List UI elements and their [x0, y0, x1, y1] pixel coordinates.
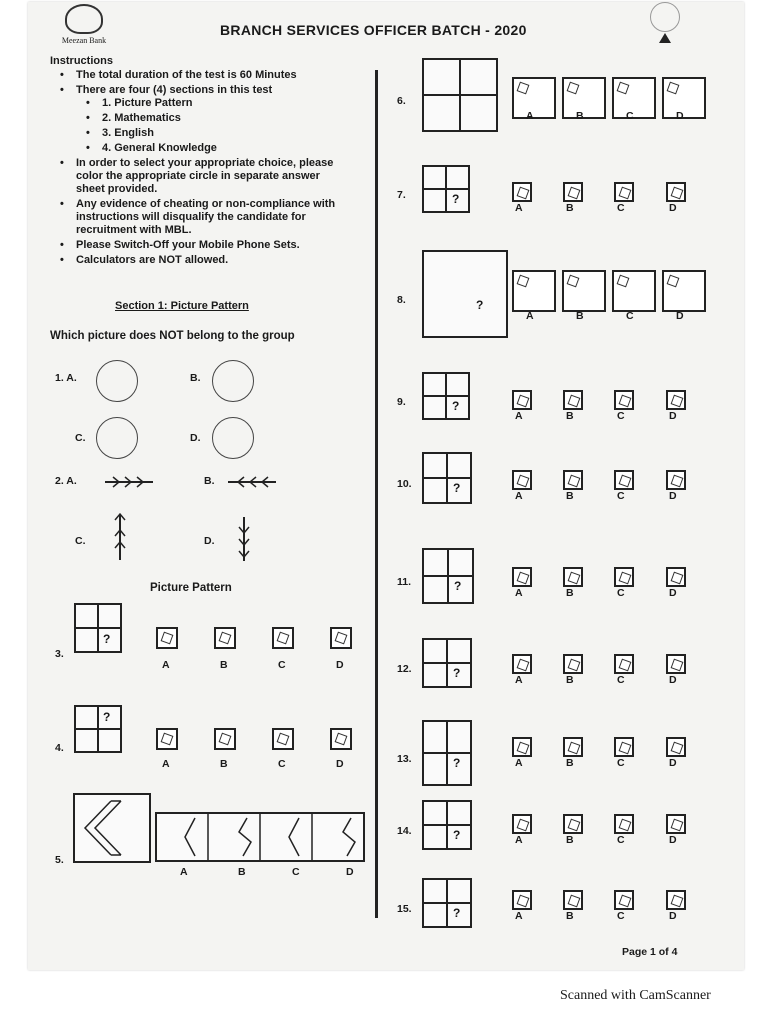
instruction-item: • The total duration of the test is 60 Minutes	[50, 69, 350, 82]
q4-option-a[interactable]	[156, 728, 178, 750]
q3-label: 3.	[55, 648, 64, 660]
q9-option-c[interactable]	[614, 390, 634, 410]
opt-b: B	[220, 758, 228, 770]
page-title: BRANCH SERVICES OFFICER BATCH - 2020	[220, 22, 527, 38]
opt-d: D	[346, 866, 354, 878]
option-glyph-icon	[619, 659, 632, 672]
bank-logo	[48, 4, 120, 45]
opt-b: B	[566, 490, 574, 502]
q15-figure	[422, 878, 472, 928]
q4-figure	[74, 705, 122, 753]
q6-label: 6.	[397, 95, 406, 107]
opt-d: D	[669, 910, 677, 922]
option-glyph-icon	[568, 187, 581, 200]
q7-option-d[interactable]	[666, 182, 686, 202]
opt-d: D	[676, 310, 684, 322]
option-glyph-icon	[568, 475, 581, 488]
section-title: Section 1: Picture Pattern	[115, 300, 249, 312]
q10-figure	[422, 452, 472, 504]
option-glyph-icon	[671, 187, 684, 200]
q9-label: 9.	[397, 396, 406, 408]
q2-arrow-d	[236, 515, 252, 563]
q4-option-c[interactable]	[272, 728, 294, 750]
option-glyph-icon	[671, 895, 684, 908]
instructions-heading: Instructions	[50, 55, 113, 67]
opt-a: A	[515, 202, 523, 214]
option-glyph-icon	[568, 819, 581, 832]
option-glyph-icon	[667, 82, 680, 95]
instruction-item	[50, 84, 350, 155]
q12-label: 12.	[397, 663, 412, 675]
q5-figure	[73, 793, 151, 863]
question-mark: ?	[103, 710, 111, 724]
q15-option-b[interactable]	[563, 890, 583, 910]
q11-option-c[interactable]	[614, 567, 634, 587]
opt-b: B	[566, 674, 574, 686]
opt-d: D	[336, 659, 344, 671]
opt-a: A	[180, 866, 188, 878]
opt-c: C	[617, 674, 625, 686]
question-mark: ?	[453, 481, 461, 495]
question-mark: ?	[454, 579, 462, 593]
option-glyph-icon	[671, 742, 684, 755]
question-mark: ?	[453, 666, 461, 680]
subheading: Picture Pattern	[150, 582, 232, 594]
option-glyph-icon	[517, 395, 530, 408]
option-glyph-icon	[617, 82, 630, 95]
q14-label: 14.	[397, 825, 412, 837]
option-glyph-icon	[619, 395, 632, 408]
opt-a: A	[515, 834, 523, 846]
opt-c: C	[617, 834, 625, 846]
opt-b: B	[220, 659, 228, 671]
q13-option-b[interactable]	[563, 737, 583, 757]
option-glyph-icon	[667, 275, 680, 288]
opt-a: A	[526, 110, 534, 122]
opt-c: C	[617, 910, 625, 922]
question-mark: ?	[453, 906, 461, 920]
option-glyph-icon	[517, 572, 530, 585]
q9-option-a[interactable]	[512, 390, 532, 410]
opt-a: A	[515, 910, 523, 922]
opt-d: D	[669, 410, 677, 422]
question-prompt: Which picture does NOT belong to the group	[50, 330, 295, 342]
option-glyph-icon	[619, 895, 632, 908]
opt-c: C	[278, 659, 286, 671]
q12-figure	[422, 638, 472, 688]
opt-a: A	[526, 310, 534, 322]
question-mark: ?	[476, 298, 484, 312]
question-mark: ?	[452, 192, 460, 206]
question-mark: ?	[103, 632, 111, 646]
opt-c: C	[617, 587, 625, 599]
q4-option-b[interactable]	[214, 728, 236, 750]
opt-a: A	[162, 659, 170, 671]
q8-option-d[interactable]	[662, 270, 706, 312]
instruction-item: • Calculators are NOT allowed.	[50, 254, 350, 267]
q11-option-a[interactable]	[512, 567, 532, 587]
opt-d: D	[669, 674, 677, 686]
q13-label: 13.	[397, 753, 412, 765]
opt-a: A.	[66, 475, 77, 487]
opt-a: A	[515, 587, 523, 599]
seal-icon	[650, 2, 680, 32]
q5-options-strip[interactable]	[155, 812, 365, 862]
q1-figure-a	[96, 360, 138, 402]
opt-a: A	[515, 410, 523, 422]
opt-d: D	[676, 110, 684, 122]
q9-option-d[interactable]	[666, 390, 686, 410]
q7-label: 7.	[397, 189, 406, 201]
q2-arrow-b	[228, 476, 278, 488]
q11-option-b[interactable]	[563, 567, 583, 587]
q10-option-c[interactable]	[614, 470, 634, 490]
q8-label: 8.	[397, 294, 406, 306]
q2-arrow-a	[105, 476, 155, 488]
q8-figure	[422, 250, 508, 338]
q1-figure-d	[212, 417, 254, 459]
option-glyph-icon	[671, 819, 684, 832]
opt-d: D	[669, 202, 677, 214]
logo-emblem	[65, 4, 103, 34]
q7-option-c[interactable]	[614, 182, 634, 202]
option-glyph-icon	[568, 659, 581, 672]
q1-label	[55, 372, 77, 384]
opt-c: C	[278, 758, 286, 770]
opt-c: C.	[75, 535, 86, 547]
q8-option-c[interactable]	[612, 270, 656, 312]
option-glyph-icon	[517, 82, 530, 95]
q5-label: 5.	[55, 854, 64, 866]
instruction-item: • Please Switch-Off your Mobile Phone Sets.	[50, 239, 350, 252]
q13-figure	[422, 720, 472, 786]
q6-option-c[interactable]	[612, 77, 656, 119]
option-glyph-icon	[568, 895, 581, 908]
opt-a: A	[515, 490, 523, 502]
sections-list	[76, 97, 350, 155]
q12-option-d[interactable]	[666, 654, 686, 674]
question-mark: ?	[453, 756, 461, 770]
opt-c: C	[617, 757, 625, 769]
q14-option-a[interactable]	[512, 814, 532, 834]
column-divider	[375, 70, 378, 918]
q15-option-a[interactable]	[512, 890, 532, 910]
option-glyph-icon	[568, 742, 581, 755]
instruction-item: • In order to select your appropriate choice, please color the appropriate circle in separate answer sheet provided.	[50, 157, 350, 196]
opt-b: B	[566, 587, 574, 599]
option-glyph-icon	[619, 819, 632, 832]
opt-b: B.	[204, 475, 215, 487]
q-num: 2.	[55, 475, 64, 487]
question-mark: ?	[453, 828, 461, 842]
option-glyph-icon	[671, 572, 684, 585]
q13-option-a[interactable]	[512, 737, 532, 757]
opt-a: A	[162, 758, 170, 770]
option-glyph-icon	[617, 275, 630, 288]
q6-option-d[interactable]	[662, 77, 706, 119]
q10-option-b[interactable]	[563, 470, 583, 490]
q12-option-b[interactable]	[563, 654, 583, 674]
q12-option-c[interactable]	[614, 654, 634, 674]
option-glyph-icon	[517, 187, 530, 200]
q6-option-a[interactable]	[512, 77, 556, 119]
q6-figure	[422, 58, 498, 132]
q7-option-a[interactable]	[512, 182, 532, 202]
opt-b: B	[566, 910, 574, 922]
opt-b: B	[576, 310, 584, 322]
q14-figure	[422, 800, 472, 850]
option-glyph-icon	[671, 395, 684, 408]
opt-c: C	[617, 202, 625, 214]
option-glyph-icon	[567, 275, 580, 288]
opt-a: A.	[66, 372, 77, 384]
q3-option-b[interactable]	[214, 627, 236, 649]
q13-option-c[interactable]	[614, 737, 634, 757]
q3-option-a[interactable]	[156, 627, 178, 649]
q11-label: 11.	[397, 576, 412, 588]
section-item: • 3. English	[76, 127, 350, 140]
logo-text: Meezan Bank	[61, 36, 107, 45]
q11-option-d[interactable]	[666, 567, 686, 587]
option-glyph-icon	[517, 742, 530, 755]
opt-b: B.	[190, 372, 201, 384]
option-glyph-icon	[517, 819, 530, 832]
option-glyph-icon	[671, 475, 684, 488]
opt-b: B	[576, 110, 584, 122]
option-glyph-icon	[671, 659, 684, 672]
opt-c: C	[617, 410, 625, 422]
option-glyph-icon	[619, 572, 632, 585]
q14-option-b[interactable]	[563, 814, 583, 834]
q14-option-c[interactable]	[614, 814, 634, 834]
q4-option-d[interactable]	[330, 728, 352, 750]
opt-d: D	[336, 758, 344, 770]
opt-d: D	[669, 834, 677, 846]
q10-option-d[interactable]	[666, 470, 686, 490]
opt-d: D.	[204, 535, 215, 547]
q2-label	[55, 475, 77, 487]
opt-c: C	[617, 490, 625, 502]
opt-b: B	[566, 757, 574, 769]
q7-option-b[interactable]	[563, 182, 583, 202]
q3-option-d[interactable]	[330, 627, 352, 649]
opt-c: C	[626, 310, 634, 322]
option-glyph-icon	[619, 742, 632, 755]
opt-d: D	[669, 757, 677, 769]
instruction-text: There are four (4) sections in this test	[76, 84, 273, 96]
opt-b: B	[566, 410, 574, 422]
triangle-icon	[659, 33, 671, 43]
q2-arrow-c	[112, 512, 128, 562]
opt-d: D	[669, 490, 677, 502]
q1-figure-b	[212, 360, 254, 402]
section-item: • 1. Picture Pattern	[76, 97, 350, 110]
opt-a: A	[515, 757, 523, 769]
scanner-watermark: Scanned with CamScanner	[560, 988, 711, 1003]
q6-option-b[interactable]	[562, 77, 606, 119]
option-glyph-icon	[568, 572, 581, 585]
q15-option-d[interactable]	[666, 890, 686, 910]
option-glyph-icon	[517, 475, 530, 488]
q4-label: 4.	[55, 742, 64, 754]
q15-label: 15.	[397, 903, 412, 915]
q13-option-d[interactable]	[666, 737, 686, 757]
q14-option-d[interactable]	[666, 814, 686, 834]
option-glyph-icon	[517, 275, 530, 288]
section-item: • 4. General Knowledge	[76, 142, 350, 155]
opt-b: B	[566, 834, 574, 846]
opt-d: D.	[190, 432, 201, 444]
q9-option-b[interactable]	[563, 390, 583, 410]
q7-figure	[422, 165, 470, 213]
q12-option-a[interactable]	[512, 654, 532, 674]
page-number: Page 1 of 4	[622, 946, 678, 958]
q8-option-b[interactable]	[562, 270, 606, 312]
q3-option-c[interactable]	[272, 627, 294, 649]
q9-figure	[422, 372, 470, 420]
q1-figure-c	[96, 417, 138, 459]
opt-b: B	[238, 866, 246, 878]
q10-option-a[interactable]	[512, 470, 532, 490]
instructions-block	[50, 55, 350, 269]
q8-option-a[interactable]	[512, 270, 556, 312]
option-glyph-icon	[568, 395, 581, 408]
q3-figure	[74, 603, 122, 653]
opt-c: C	[626, 110, 634, 122]
option-glyph-icon	[517, 659, 530, 672]
q11-figure	[422, 548, 474, 604]
q-num: 1.	[55, 372, 64, 384]
instruction-item: • Any evidence of cheating or non-compliance with instructions will disqualify the candidate for recruitment with MBL.	[50, 198, 350, 237]
section-item: • 2. Mathematics	[76, 112, 350, 125]
opt-c: C.	[75, 432, 86, 444]
option-glyph-icon	[567, 82, 580, 95]
opt-a: A	[515, 674, 523, 686]
q10-label: 10.	[397, 478, 412, 490]
opt-b: B	[566, 202, 574, 214]
opt-d: D	[669, 587, 677, 599]
option-glyph-icon	[619, 187, 632, 200]
question-mark: ?	[452, 399, 460, 413]
q15-option-c[interactable]	[614, 890, 634, 910]
opt-c: C	[292, 866, 300, 878]
option-glyph-icon	[517, 895, 530, 908]
option-glyph-icon	[619, 475, 632, 488]
